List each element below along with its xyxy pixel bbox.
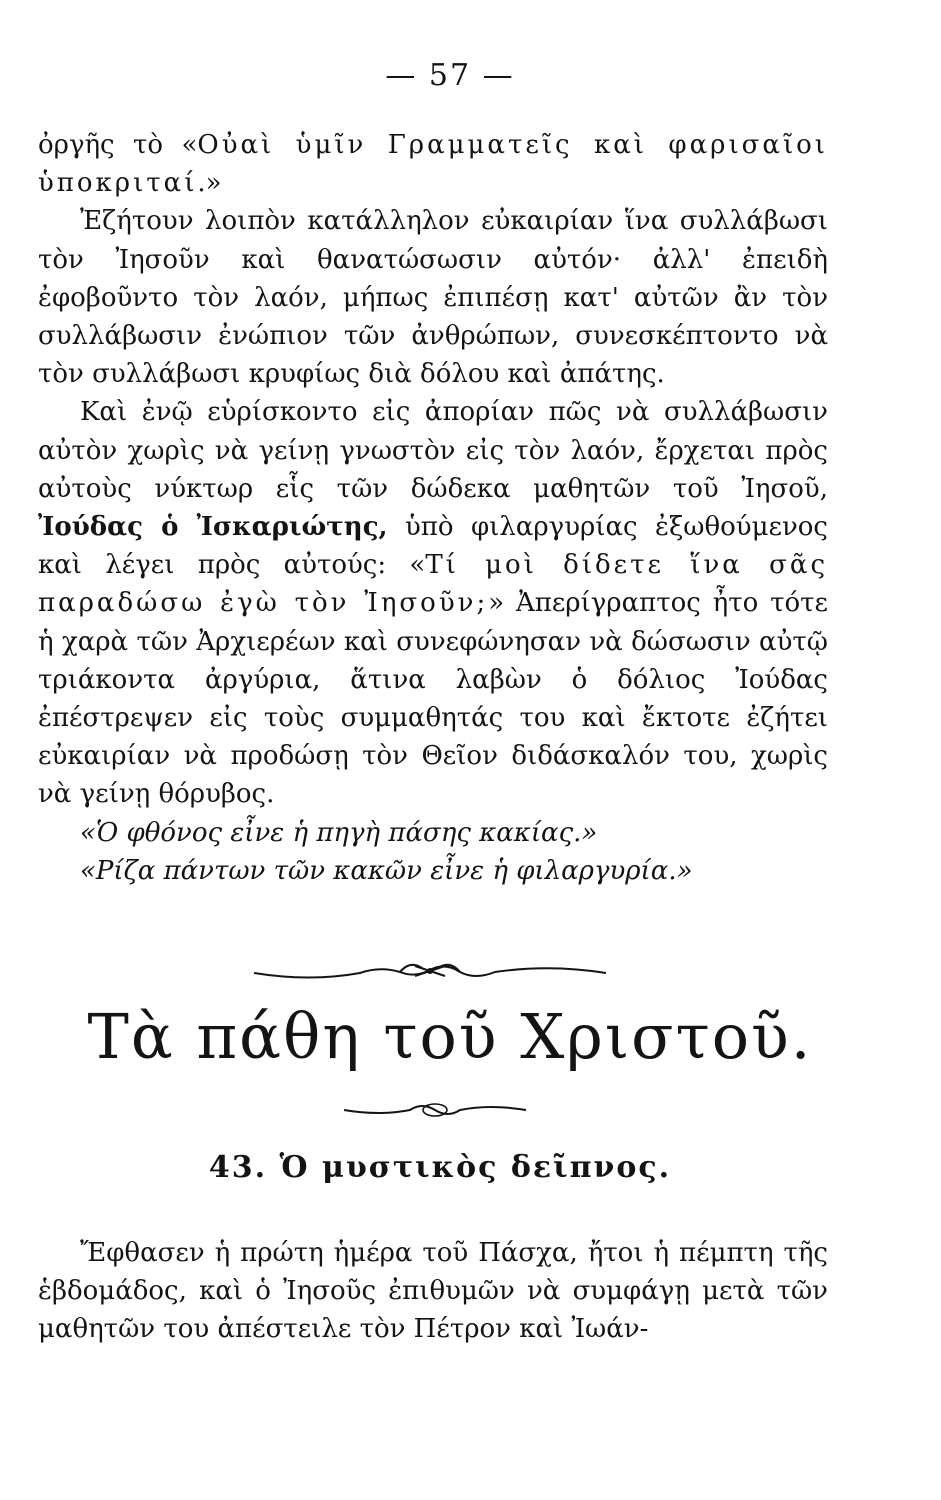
ornament-divider-icon: [250, 958, 610, 988]
proverb-quote: «Ὁ φθόνος εἶνε ἡ πηγὴ πάσης κακίας.»: [80, 817, 598, 848]
section-title: 43. Ὁ μυστικὸς δεῖπνος.: [208, 1150, 672, 1185]
spaced-quote: Οὐαὶ ὑμῖν Γραμματεῖς καὶ φαρισαῖοι ὑποκριταί: [38, 130, 828, 199]
text-block-bottom: [38, 1234, 828, 1349]
paragraph-continuation: [38, 126, 828, 202]
text-run: » Ἀπερίγραπτος ἦτο τότε ἡ χαρὰ τῶν Ἀρχιερέων καὶ συνεφώνησαν νὰ δώσωσιν αὐτῷ τριάκοντα ἀργύρια, ἅτινα λαβὼν ὁ δόλιος Ἰούδας ἐπέστρεψεν εἰς τοὺς συμμαθητάς του καὶ ἔκτοτε ἐζήτει εὐκαιρίαν νὰ προδώσῃ τὸν Θεῖον διδάσκαλόν του, χωρὶς νὰ γείνῃ θόρυβος.: [38, 588, 828, 810]
spaced-quote: Τί μοὶ δίδετε ἵνα σᾶς παραδώσω ἐγὼ τὸν Ἰησοῦν;: [38, 550, 829, 619]
bold-name: Ἰούδας ὁ Ἰσκαριώτης,: [38, 512, 388, 543]
paragraph: [38, 393, 828, 813]
text-block-top: [38, 126, 828, 890]
text-run: .»: [197, 168, 222, 199]
small-ornament-icon: [340, 1098, 530, 1122]
text-run: Καὶ ἐνῷ εὑρίσκοντο εἰς ἀπορίαν πῶς νὰ συλλάβωσιν αὐτὸν χωρὶς νὰ γείνῃ γνωστὸν εἰς τὸν λαόν, ἔρχεται πρὸς αὐτοὺς νύκτωρ εἷς τῶν δώδεκα μαθητῶν τοῦ Ἰησοῦ,: [38, 397, 828, 504]
proverb-quote: «Ρίζα πάντων τῶν κακῶν εἶνε ἡ φιλαργυρία.»: [80, 855, 693, 886]
text-run: ὑπὸ φιλαργυρίας ἐξωθούμενος καὶ λέγει πρὸς αὐτούς: «: [38, 512, 828, 581]
text-run: ὀργῆς τὸ «: [38, 130, 198, 160]
page-number: — 57 —: [385, 58, 515, 93]
chapter-title: Τὰ πάθη τοῦ Χριστοῦ.: [87, 1000, 813, 1073]
paragraph: Ἐζήτουν λοιπὸν κατάλληλον εὐκαιρίαν ἵνα συλλάβωσι τὸν Ἰησοῦν καὶ θανατώσωσιν αὐτόν· ἀλλ' ἐπειδὴ ἐφοβοῦντο τὸν λαόν, μήπως ἐπιπέσῃ κατ' αὐτῶν ἂν τὸν συλλάβωσιν ἐνώπιον τῶν ἀνθρώπων, συνεσκέπτοντο νὰ τὸν συλλάβωσι κρυφίως διὰ δόλου καὶ ἀπάτης.: [38, 206, 828, 390]
paragraph: Ἔφθασεν ἡ πρώτη ἡμέρα τοῦ Πάσχα, ἤτοι ἡ πέμπτη τῆς ἑβδομάδος, καὶ ὁ Ἰησοῦς ἐπιθυμῶν νὰ συμφάγῃ μετὰ τῶν μαθητῶν του ἀπέστειλε τὸν Πέτρον καὶ Ἰωάν-: [38, 1238, 828, 1345]
